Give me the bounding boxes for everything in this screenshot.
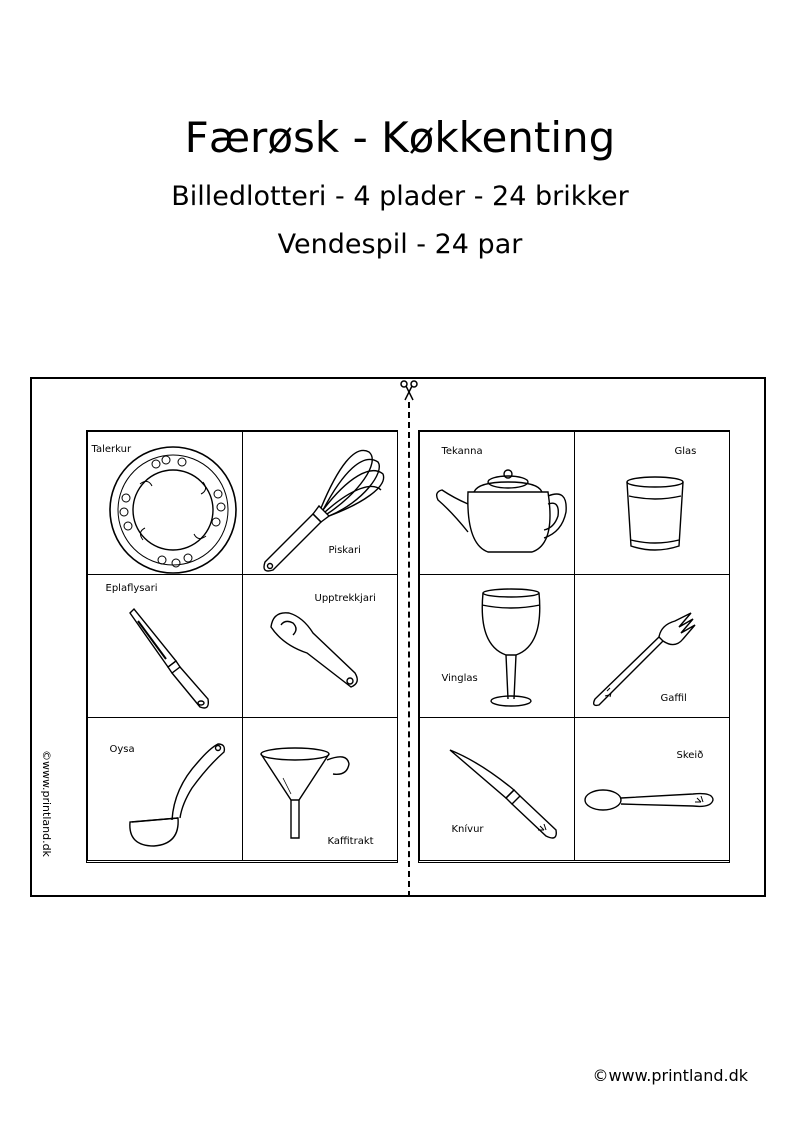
tile-wine-glass — [419, 574, 575, 718]
whisk-icon — [243, 432, 398, 575]
tile-glass — [574, 431, 730, 575]
spoon-icon — [575, 718, 730, 861]
tile-label: Oysa — [109, 743, 135, 755]
tile-label: Gaffil — [660, 692, 687, 704]
tile-ladle — [87, 717, 243, 861]
plate-icon — [88, 432, 243, 575]
tile-bottle-opener — [242, 574, 398, 718]
tile-label: Eplaflysari — [105, 582, 158, 594]
tile-fork — [574, 574, 730, 718]
tile-label: Tekanna — [441, 445, 483, 457]
board-right — [418, 430, 730, 863]
side-credit: ©www.printland.dk — [40, 750, 53, 857]
tile-label: Talerkur — [91, 443, 132, 455]
ladle-icon — [88, 718, 243, 861]
funnel-icon — [243, 718, 398, 861]
teapot-icon — [420, 432, 575, 575]
apple-peeler-icon — [88, 575, 243, 718]
subtitle-memory: Vendespil - 24 par — [277, 229, 523, 260]
tile-teapot — [419, 431, 575, 575]
tile-label: Vinglas — [441, 672, 478, 684]
glass-icon — [575, 432, 730, 575]
tile-whisk — [242, 431, 398, 575]
tile-label: Kaffitrakt — [327, 835, 374, 847]
tile-plate — [87, 431, 243, 575]
board-left — [86, 430, 398, 863]
tile-knife — [419, 717, 575, 861]
cut-line — [408, 402, 410, 897]
footer-credit: ©www.printland.dk — [592, 1066, 748, 1085]
tile-label: Upptrekkjari — [314, 592, 376, 604]
tile-label: Piskari — [328, 544, 361, 556]
tile-label: Glas — [674, 445, 697, 457]
bottle-opener-icon — [243, 575, 398, 718]
wine-glass-icon — [420, 575, 575, 718]
tile-label: Skeið — [676, 749, 704, 761]
page-title: Færøsk - Køkkenting — [184, 113, 616, 162]
knife-icon — [420, 718, 575, 861]
tile-apple-peeler — [87, 574, 243, 718]
fork-icon — [575, 575, 730, 718]
scissors-icon — [398, 380, 420, 404]
tile-spoon — [574, 717, 730, 861]
subtitle-bingo: Billedlotteri - 4 plader - 24 brikker — [171, 181, 629, 212]
tile-label: Knívur — [451, 823, 484, 835]
tile-funnel — [242, 717, 398, 861]
